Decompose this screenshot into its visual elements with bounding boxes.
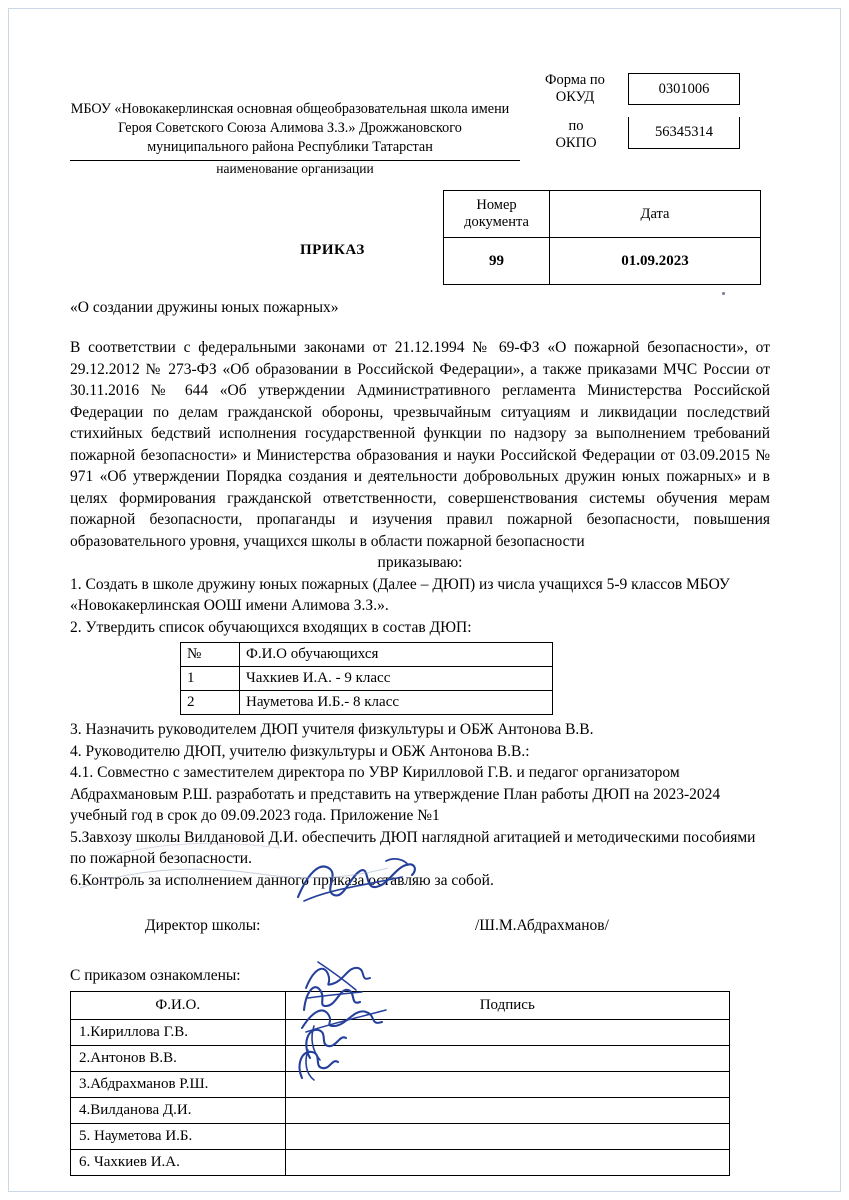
students-col-name-header: Ф.И.О обучающихся (240, 643, 553, 667)
okpo-label (526, 118, 626, 152)
ack-row-signature (285, 1150, 729, 1176)
table-row (181, 691, 553, 715)
ack-row-name: 5. Науметова И.Б. (71, 1124, 286, 1150)
table-row (71, 1046, 730, 1072)
ack-col-signature-header: Подпись (285, 992, 729, 1020)
ack-col-fio-header: Ф.И.О. (71, 992, 286, 1020)
table-row (71, 1072, 730, 1098)
ack-row-signature (285, 1098, 729, 1124)
order-item-5: 5.Завхозу школы Вилдановой Д.И. обеспечить ДЮП наглядной агитацией и методическими пособиями по пожарной безопасности. (70, 828, 756, 867)
document-content (70, 60, 770, 1176)
table-row (71, 1150, 730, 1176)
table-row (71, 992, 730, 1020)
document-header (70, 60, 770, 190)
student-row-name: Науметова И.Б.- 8 класс (240, 691, 553, 715)
ack-row-name: 6. Чахкиев И.А. (71, 1150, 286, 1176)
ack-row-signature (285, 1072, 729, 1098)
table-row (71, 1098, 730, 1124)
okpo-code-value: 56345314 (655, 124, 713, 140)
ack-row-signature (285, 1124, 729, 1150)
order-item-3: 3. Назначить руководителем ДЮП учителя физкультуры и ОБЖ Антонова В.В. (70, 721, 594, 738)
acknowledgement-table (70, 991, 730, 1176)
organization-name: МБОУ «Новокакерлинская основная общеобразовательная школа имени Героя Советского Союза Алимова З.З.» Дрожжановского муниципального района Республики Татарстан (70, 101, 510, 155)
director-signature-name: /Ш.М.Абдрахманов/ (475, 917, 609, 934)
ack-row-name: 3.Абдрахманов Р.Ш. (71, 1072, 286, 1098)
table-row (444, 191, 761, 238)
ack-row-signature (285, 1046, 729, 1072)
student-row-number: 1 (181, 667, 240, 691)
ink-speck (722, 292, 725, 295)
director-signature-row (145, 917, 770, 951)
order-item-4-1: 4.1. Совместно с заместителем директора по УВР Кирилловой Г.В. и педагог организатором Абдрахмановым Р.Ш. разработать и представить на утверждение План работы ДЮП на 2023-2024 учебный год в срок до 09.09.2023 года. Приложение №1 (70, 764, 721, 824)
order-item-4: 4. Руководителю ДЮП, учителю физкультуры и ОБЖ Антонова В.В.: (70, 742, 530, 760)
student-row-name: Чахкиев И.А. - 9 класс (240, 667, 553, 691)
student-row-number: 2 (181, 691, 240, 715)
order-number-header-line2: документа (464, 214, 529, 230)
form-okud-label-line2: ОКУД (555, 89, 595, 105)
form-okud-label-line1: Форма по (545, 72, 605, 88)
order-item-6: 6.Контроль за исполнением данного приказа оставляю за собой. (70, 871, 494, 889)
okpo-label-line1: по (568, 118, 584, 134)
students-col-number-header: № (181, 643, 240, 667)
ack-row-name: 2.Антонов В.В. (71, 1046, 286, 1072)
page-title: «О создании дружины юных пожарных» (70, 299, 339, 316)
form-okud-label (520, 72, 630, 106)
order-meta-table (443, 190, 761, 285)
order-item-1: 1. Создать в школе дружину юных пожарных (Далее – ДЮП) из числа учащихся 5-9 классов МБОУ «Новокакерлинская ООШ имени Алимова З.З.». (70, 575, 730, 614)
okud-code-box (628, 73, 740, 105)
students-table (180, 642, 553, 715)
table-row (71, 1124, 730, 1150)
acknowledgement-label: С приказом ознакомлены: (70, 967, 241, 984)
order-date-value: 01.09.2023 (550, 238, 761, 285)
okud-code-value: 0301006 (658, 80, 710, 97)
director-signature-label: Директор школы: (145, 917, 261, 934)
order-number-header-line1: Номер (476, 197, 517, 213)
order-word: ПРИКАЗ (300, 242, 365, 258)
order-header-block (70, 190, 770, 285)
order-item-2: 2. Утвердить список обучающихся входящих в состав ДЮП: (70, 618, 472, 636)
table-row (181, 643, 553, 667)
okpo-label-line2: ОКПО (555, 135, 597, 151)
order-number-header (444, 191, 550, 238)
ack-row-signature (285, 1020, 729, 1046)
ack-row-name: 1.Кириллова Г.В. (71, 1020, 286, 1046)
order-number-value: 99 (444, 238, 550, 285)
table-row (181, 667, 553, 691)
okpo-code-box (628, 117, 740, 149)
order-date-header: Дата (550, 191, 761, 238)
organization-caption: наименование организации (216, 161, 374, 176)
table-row (444, 238, 761, 285)
ack-row-name: 4.Вилданова Д.И. (71, 1098, 286, 1124)
order-preamble: В соответствии с федеральными законами от 21.12.1994 № 69-ФЗ «О пожарной безопасности», от 29.12.2012 № 273-ФЗ «Об образовании в Российской Федерации», а также приказами МЧС России от 30.11.2016 № 644 «Об утверждении Административного регламента Министерства Российской Федерации по делам гражданской обороны, чрезвычайным ситуациям и ликвидации последствий стихийных бедствий исполнения государственной функции по надзору за выполнением требований пожарной безопасности» и Министерства образования и науки Российской Федерации от 03.09.2015 № 971 «Об утверждении Порядка создания и деятельности добровольных дружин юных пожарных» и в целях формирования гражданской ответственности, совершенствования системы обучения мерам пожарной безопасности, пропаганды и изучения правил пожарной безопасности, повышения образовательного уровня, учащихся школы в области пожарной безопасности (70, 339, 770, 550)
table-row (71, 1020, 730, 1046)
order-resolve-word: приказываю: (377, 554, 463, 571)
